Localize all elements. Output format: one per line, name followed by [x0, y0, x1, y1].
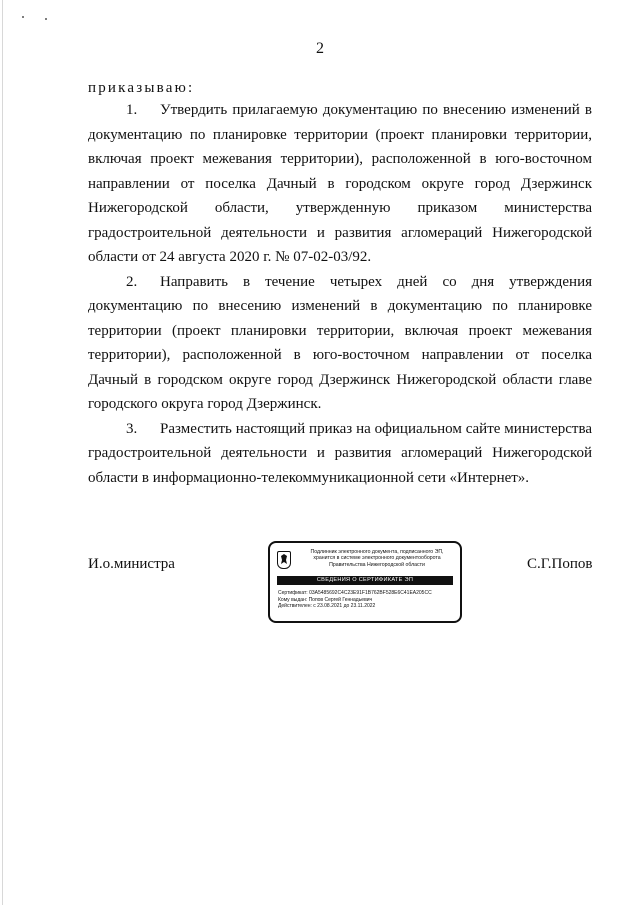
order-item-text: Утвердить прилагаемую документацию по внесению изменений в документацию по планировке территории (проект планировки территории, включая проект межевания территории), расположенной в юго-восточном направлении от поселка Дачный в городском округе город Дзержинск Нижегородской области, утвержденную приказом министерства градостроительной деятельности и развития агломераций Нижегородской области от 24 августа 2020 г. № 07-02-03/92.: [88, 102, 592, 265]
order-item-number: 1.: [126, 102, 138, 118]
order-item-text: Разместить настоящий приказ на официальном сайте министерства градостроительной деятельности и развития агломераций Нижегородской области в информационно-телекоммуникационной сети «Интернет».: [88, 420, 592, 486]
order-item-1: [88, 98, 592, 270]
scan-speck: [22, 16, 24, 18]
stamp-certificate: Сертификат: 03A5485692C4C23E91F1B762BF528E6C41EA205CC: [278, 590, 432, 596]
stamp-bar-title: СВЕДЕНИЯ О СЕРТИФИКАТЕ ЭП: [277, 576, 453, 585]
coat-of-arms-icon: [277, 551, 291, 569]
order-body: [88, 98, 592, 490]
stamp-header-line: Подлинник электронного документа, подписанного ЭП,: [310, 549, 444, 555]
order-item-2: [88, 270, 592, 417]
scan-edge-line: [2, 0, 3, 905]
page-number: 2: [316, 40, 324, 57]
stamp-header-line: Правительства Нижегородской области: [329, 561, 425, 568]
scan-speck: [45, 18, 47, 20]
signer-title: И.о.министра: [88, 556, 175, 572]
signer-name: С.Г.Попов: [527, 556, 593, 572]
order-word: приказываю:: [88, 80, 195, 96]
order-item-text: Направить в течение четырех дней со дня утверждения документацию по внесению изменений в документацию по планировке территории (проект планировки территории, включая проект межевания территории), расположенной в юго-восточном направлении от поселка Дачный в городском округе город Дзержинск Нижегородской области главе городского округа город Дзержинск.: [88, 273, 592, 412]
electronic-signature-stamp: [268, 541, 462, 623]
stamp-details: [278, 590, 456, 610]
order-item-number: 3.: [126, 420, 138, 437]
order-item-number: 2.: [126, 273, 138, 290]
stamp-valid: Действителен: с 23.08.2021 до 23.11.2022: [278, 603, 376, 610]
order-item-3: [88, 417, 592, 491]
stamp-header: [296, 549, 458, 568]
stamp-header-line: хранится в системе электронного документооборота: [313, 555, 441, 562]
stamp-issued-to: Кому выдан: Попов Сергей Геннадьевич: [278, 596, 373, 603]
